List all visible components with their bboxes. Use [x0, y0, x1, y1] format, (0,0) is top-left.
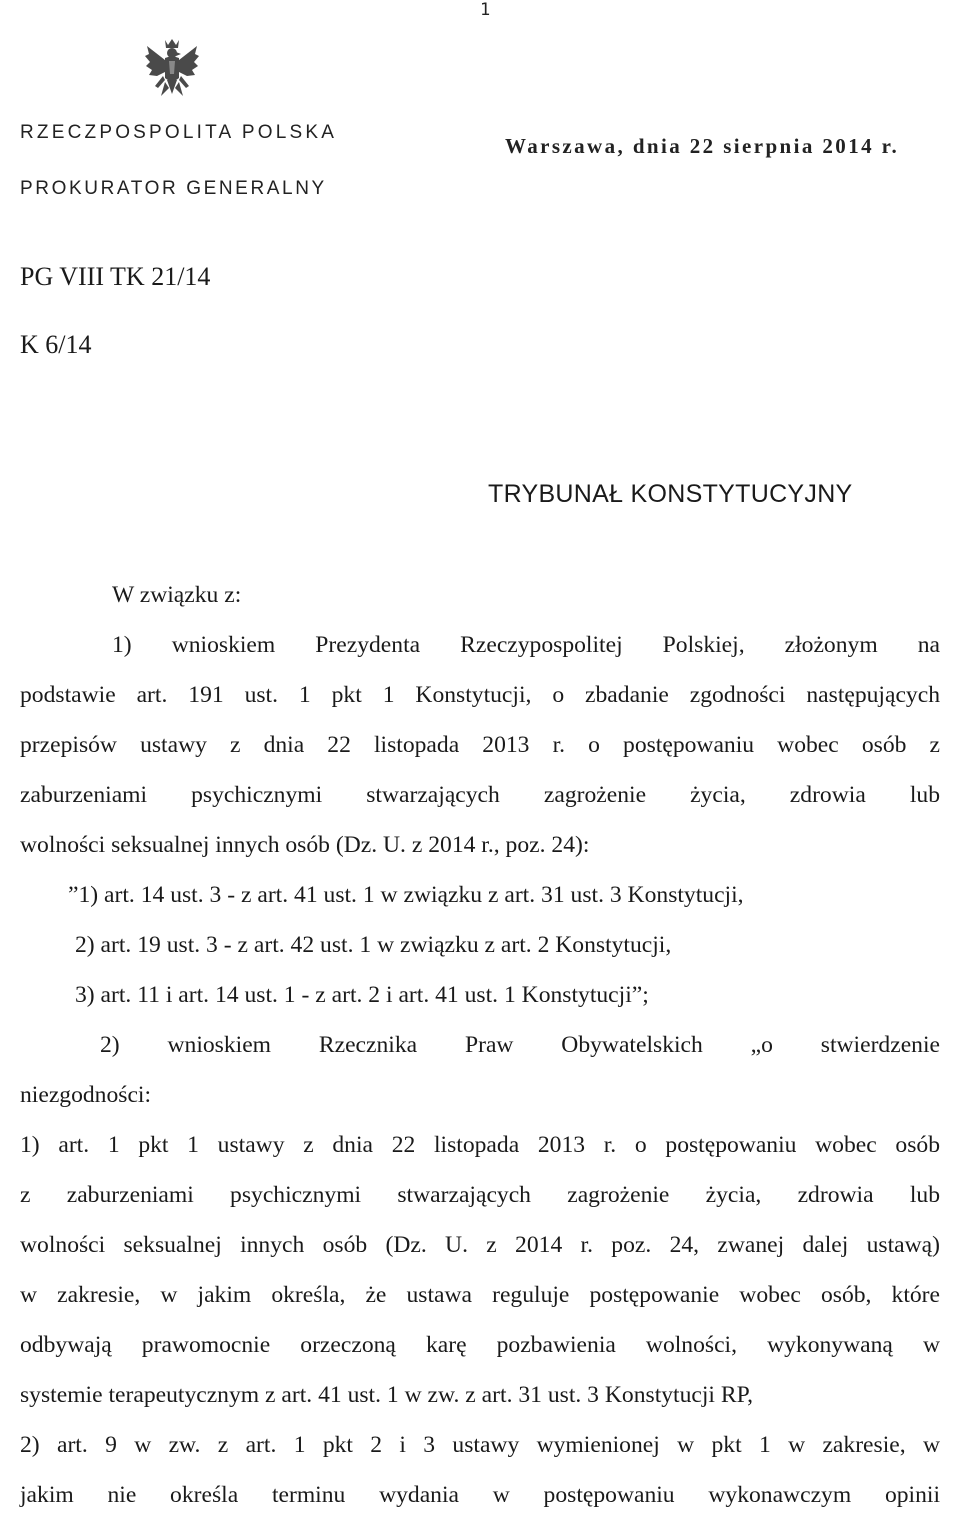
numbered-item-line: 1) art. 1 pkt 1 ustawy z dnia 22 listopada 2013 r. o postępowaniu wobec osób [20, 1132, 940, 1158]
paragraph-line: 2) wnioskiem Rzecznika Praw Obywatelskich „o stwierdzenie [100, 1032, 940, 1058]
page-number: 1 [480, 0, 491, 20]
sub-item: 3) art. 11 i art. 14 ust. 1 - z art. 2 i art. 41 ust. 1 Konstytucji”; [75, 982, 649, 1008]
numbered-item-line: 2) art. 9 w zw. z art. 1 pkt 2 i 3 ustawy wymienionej w pkt 1 w zakresie, w [20, 1432, 940, 1458]
paragraph-line: przepisów ustawy z dnia 22 listopada 2013 r. o postępowaniu wobec osób z [20, 732, 940, 758]
case-signature-k: K 6/14 [20, 330, 92, 359]
sub-item: 2) art. 19 ust. 3 - z art. 42 ust. 1 w związku z art. 2 Konstytucji, [75, 932, 672, 958]
document-date: Warszawa, dnia 22 sierpnia 2014 r. [505, 134, 900, 158]
case-signature-pg: PG VIII TK 21/14 [20, 262, 211, 291]
numbered-item-line: systemie terapeutycznym z art. 41 ust. 1 w zw. z art. 31 ust. 3 Konstytucji RP, [20, 1382, 754, 1408]
paragraph-line: podstawie art. 191 ust. 1 pkt 1 Konstytucji, o zbadanie zgodności następujących [20, 682, 940, 708]
numbered-item-line: wolności seksualnej innych osób (Dz. U. z 2014 r. poz. 24, zwanej dalej ustawą) [20, 1232, 940, 1258]
paragraph-line: zaburzeniami psychicznymi stwarzających zagrożenie życia, zdrowia lub [20, 782, 940, 808]
paragraph-line: wolności seksualnej innych osób (Dz. U. z 2014 r., poz. 24): [20, 832, 590, 858]
institution-office: PROKURATOR GENERALNY [20, 178, 327, 199]
numbered-item-line: jakim nie określa terminu wydania w postępowaniu wykonawczym opinii [20, 1482, 940, 1508]
numbered-item-line: z zaburzeniami psychicznymi stwarzających zagrożenie życia, zdrowia lub [20, 1182, 940, 1208]
numbered-item-line: odbywają prawomocnie orzeczoną karę pozbawienia wolności, wykonywaną w [20, 1332, 940, 1358]
numbered-item-line: w zakresie, w jakim określa, że ustawa reguluje postępowanie wobec osób, które [20, 1282, 940, 1308]
sub-item: ”1) art. 14 ust. 3 - z art. 41 ust. 1 w związku z art. 31 ust. 3 Konstytucji, [68, 882, 744, 908]
polish-eagle-emblem-icon [143, 36, 201, 106]
institution-name: RZECZPOSPOLITA POLSKA [20, 122, 338, 143]
paragraph-line: niezgodności: [20, 1082, 152, 1108]
intro-line: W związku z: [112, 582, 242, 608]
paragraph-line: 1) wnioskiem Prezydenta Rzeczypospolitej Polskiej, złożonym na [112, 632, 940, 658]
addressee: TRYBUNAŁ KONSTYTUCYJNY [488, 480, 853, 508]
